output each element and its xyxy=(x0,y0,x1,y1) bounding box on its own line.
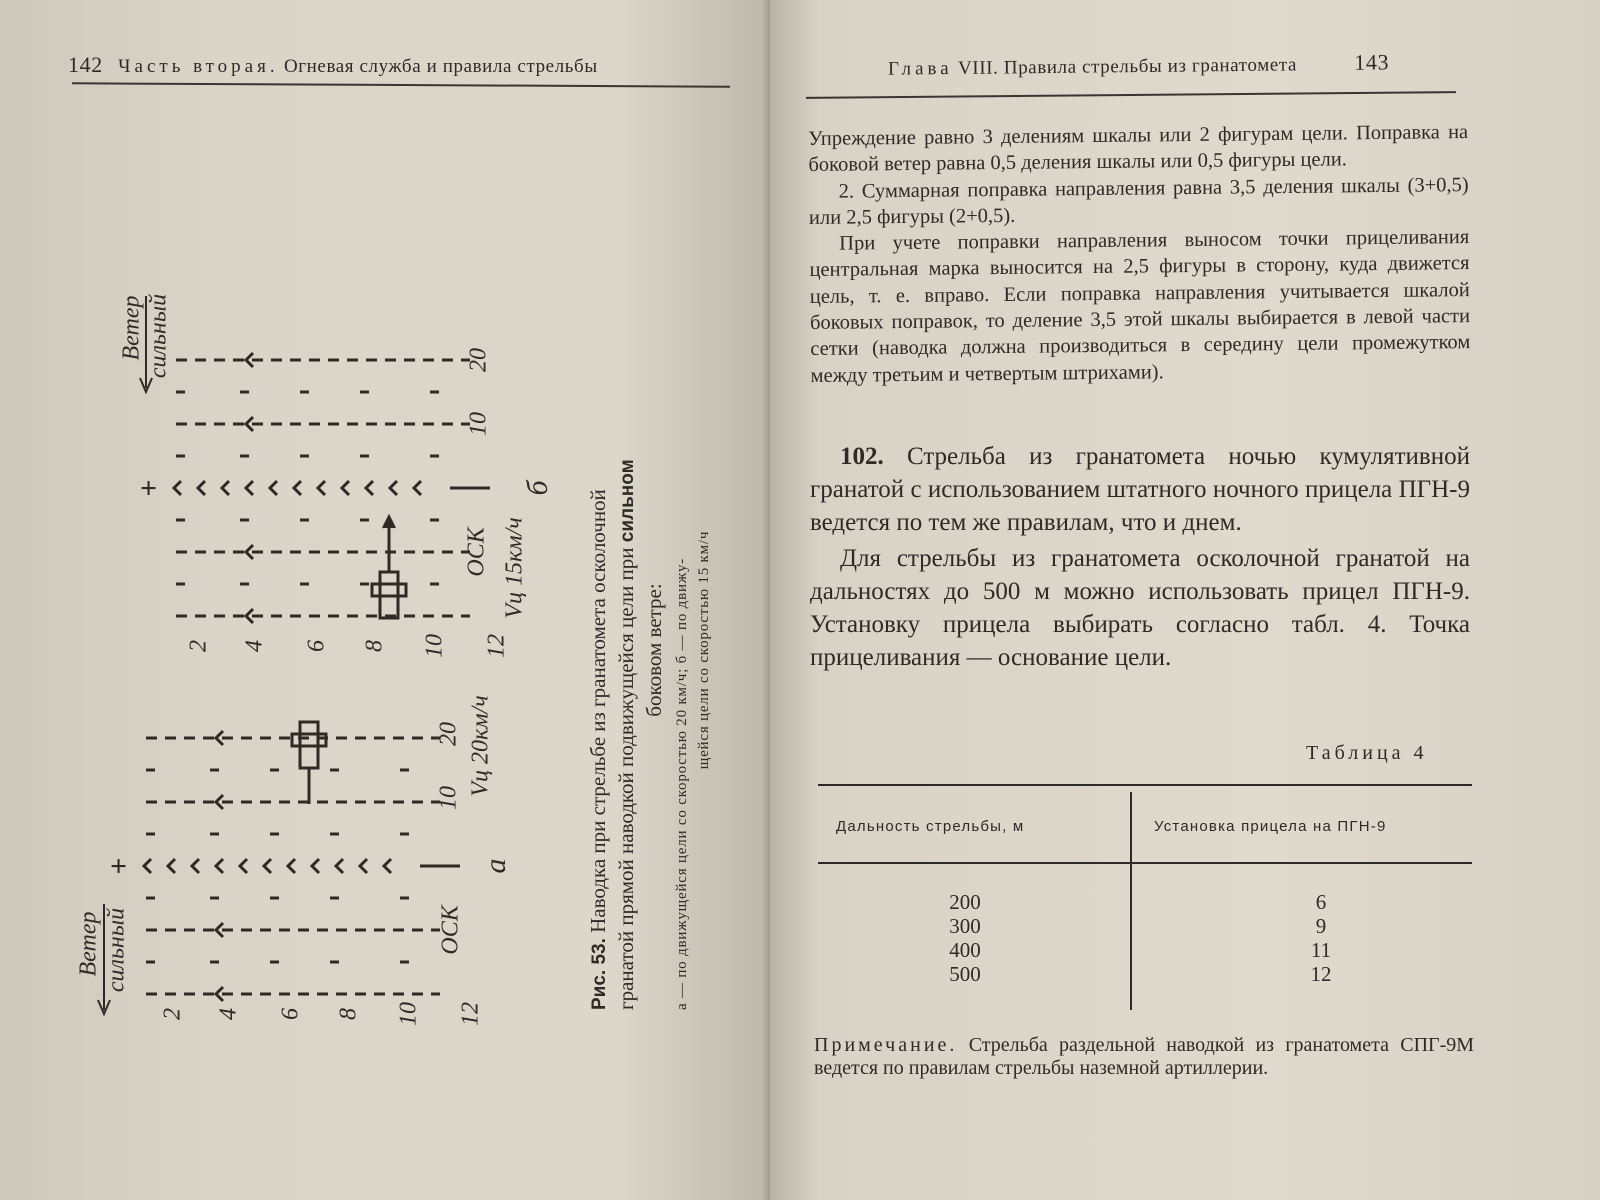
caption-line-2: гранатой прямой наводкой подвижущейся цели при xyxy=(614,547,638,1010)
table-note xyxy=(814,1034,1474,1080)
reticle-chevron xyxy=(294,481,301,495)
scale-mark-label: 6 xyxy=(303,640,330,652)
wind-label: сильный xyxy=(103,907,130,993)
scale-mark-label: 2 xyxy=(185,640,212,652)
reticle-chevron xyxy=(270,481,277,495)
reticle-chevron xyxy=(288,859,295,873)
table-header-rule xyxy=(818,862,1472,864)
table-cell-range: 500 xyxy=(949,962,981,986)
scale-mark-20: 20 xyxy=(435,722,462,746)
reticle-row-chevron xyxy=(246,417,253,431)
osk-label: ОСК xyxy=(437,905,464,955)
target-silhouette xyxy=(372,584,406,596)
paragraph-pgn9: Для стрельбы из гранатомета осколочной гранатой на дальностях до 500 м можно использовать прицел ПГН-9. Установку прицела выбирать согласно табл. 4. Точка прицеливания — основание цели. xyxy=(810,545,1470,671)
section-text: Стрельба из гранатомета ночью кумулятивной гранатой с использованием штатного ночного прицела ПГН-9 ведется по тем же правилам, что и днем. xyxy=(810,443,1470,536)
reticle-row-chevron xyxy=(216,987,223,1001)
paragraph-aiming: При учете поправки направления выносом точки прицеливания центральная марка выносится на 2,5 фигуры в сторону, куда движется цель, т. е. вправо. Если поправка направления учитывается шкалой боковых поправок, то деление 3,5 этой шкалы выбирается в левой части сетки (наводка должна производиться в середину цели промежутком между третьим и четвертым штрихами). xyxy=(809,226,1471,387)
reticle-row-chevron xyxy=(216,731,223,745)
aim-arrow-head xyxy=(383,516,395,528)
scale-mark-10: 10 xyxy=(435,786,462,810)
caption-legend-1: а — по движущейся цели со скоростью 20 км/ч; б — по движу- xyxy=(674,557,690,1010)
right-page xyxy=(770,0,1600,1200)
text-block-section-102 xyxy=(810,440,1470,677)
reticle-chevron xyxy=(222,481,229,495)
note-text: Стрельба раздельной наводкой из гранатомета СПГ-9М ведется по правилам стрельбы наземной артиллерии. xyxy=(814,1034,1475,1079)
table-header-setting: Установка прицела на ПГН-9 xyxy=(1154,818,1387,835)
scale-mark-label: 10 xyxy=(395,1002,422,1026)
running-head-left-title: Огневая служба и правила стрельбы xyxy=(283,56,598,77)
paragraph-lead: Упреждение равно 3 делениям шкалы или 2 фигурам цели. Поправка на боковой ветер равна 0,5 деления шкалы или 0,5 фигуры цели. xyxy=(808,121,1469,177)
figure-caption xyxy=(585,290,715,1010)
scale-mark-label: 12 xyxy=(457,1002,484,1026)
reticle-plus-sign: + xyxy=(110,850,128,883)
table-cell-range: 400 xyxy=(949,938,981,962)
page-number-right: 143 xyxy=(1354,49,1390,75)
caption-legend-2: щейся цели со скоростью 15 км/ч xyxy=(696,530,712,770)
table-cell-setting: 6 xyxy=(1315,890,1327,914)
reticle-chevron xyxy=(366,481,373,495)
table-cell-range: 300 xyxy=(949,914,981,938)
note-label: Примечание. xyxy=(814,1034,958,1056)
reticle-chevron xyxy=(264,859,271,873)
table-cell-setting: 9 xyxy=(1315,914,1327,938)
scale-mark-20: 20 xyxy=(465,348,492,372)
section-number: 102. xyxy=(840,443,884,470)
reticle-chevron xyxy=(360,859,367,873)
target-speed-label: Vц 15км/ч xyxy=(501,517,528,619)
target-silhouette xyxy=(292,734,326,746)
scale-mark-label: 2 xyxy=(159,1008,186,1020)
table-top-rule xyxy=(818,784,1472,786)
left-page xyxy=(0,0,770,1200)
wind-label: Ветер xyxy=(118,295,145,361)
caption-label: Рис. 53. xyxy=(589,938,610,1010)
table-column-divider xyxy=(1130,792,1132,1010)
wind-label: сильный xyxy=(145,293,172,379)
table-column-range xyxy=(930,890,1000,986)
paragraph-total-correction: 2. Суммарная поправка направления равна 3,5 деления шкалы (3+0,5) или 2,5 фигуры (2+0,5). xyxy=(808,173,1469,229)
wind-label: Ветер xyxy=(75,911,102,977)
running-head-right-title: VIII. Правила стрельбы из гранатомета xyxy=(957,54,1298,79)
panel-letter-a: а xyxy=(478,858,512,874)
reticle-chevron xyxy=(336,859,343,873)
table-cell-setting: 12 xyxy=(1310,962,1332,986)
scale-mark-label: 10 xyxy=(421,634,448,658)
reticle-chevron xyxy=(174,481,181,495)
running-head-right-rule xyxy=(806,91,1456,99)
reticle-chevron xyxy=(390,481,397,495)
reticle-row-chevron xyxy=(246,609,253,623)
reticle-chevron xyxy=(246,481,253,495)
target-speed-label: Vц 20км/ч xyxy=(467,695,494,797)
reticle-row-chevron xyxy=(246,545,253,559)
scale-mark-label: 12 xyxy=(483,634,510,658)
caption-line-1: Наводка при стрельбе из гранатомета осколочной xyxy=(586,489,610,933)
osk-label: ОСК xyxy=(463,527,490,577)
running-head-chapter: Глава xyxy=(887,57,953,80)
text-block-top xyxy=(808,119,1471,389)
reticle-chevron xyxy=(168,859,175,873)
caption-bold-word: сильном xyxy=(617,459,638,543)
reticle-chevron xyxy=(192,859,199,873)
reticle-plus-sign: + xyxy=(140,472,158,505)
reticle-chevron xyxy=(318,481,325,495)
reticle-chevron xyxy=(312,859,319,873)
reticle-chevron xyxy=(198,481,205,495)
table-cell-setting: 11 xyxy=(1310,938,1332,962)
reticle-chevron xyxy=(240,859,247,873)
reticle-chevron xyxy=(342,481,349,495)
reticle-chevron xyxy=(216,859,223,873)
table-header-range: Дальность стрельбы, м xyxy=(836,818,1025,835)
table-cell-range: 200 xyxy=(949,890,981,914)
reticle-row-chevron xyxy=(246,353,253,367)
scale-mark-label: 6 xyxy=(277,1008,304,1020)
scale-mark-label: 4 xyxy=(241,640,268,652)
scale-mark-label: 4 xyxy=(215,1008,242,1020)
running-head-right xyxy=(888,49,1399,80)
table-column-setting xyxy=(1286,890,1356,986)
running-head-part: Часть вторая. xyxy=(118,56,279,77)
page-number-left: 142 xyxy=(68,52,103,77)
reticle-chevron xyxy=(414,481,421,495)
scale-mark-10: 10 xyxy=(465,412,492,436)
reticle-chevron xyxy=(144,859,151,873)
panel-letter-b: б xyxy=(520,480,554,496)
reticle-row-chevron xyxy=(216,923,223,937)
reticle-chevron xyxy=(384,859,391,873)
scale-mark-label: 8 xyxy=(335,1008,362,1020)
scale-mark-label: 8 xyxy=(361,640,388,652)
caption-line-3: боковом ветре: xyxy=(642,583,666,717)
reticle-row-chevron xyxy=(216,795,223,809)
table-caption: Таблица 4 xyxy=(1306,742,1428,764)
